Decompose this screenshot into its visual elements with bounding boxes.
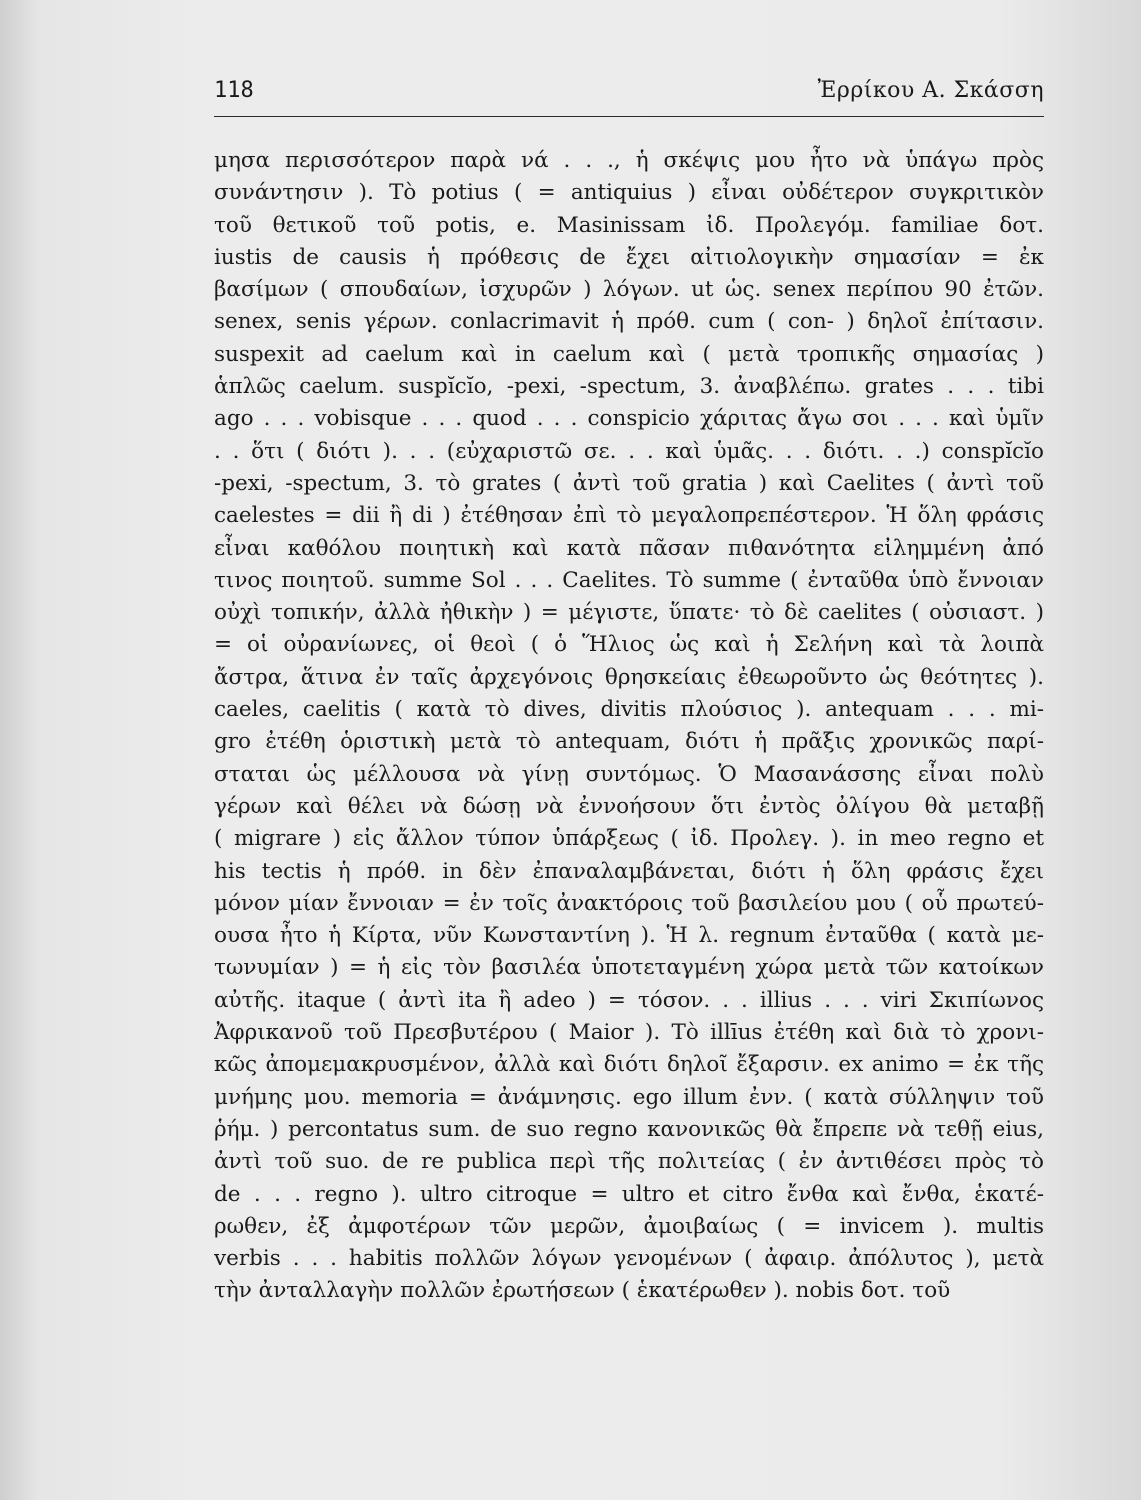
text-line: συνάντησιν ). Τὸ potius ( = antiquius ) εἶναι οὐδέτερον συγκριτικὸν <box>214 180 1044 206</box>
text-line: μόνον μίαν ἔννοιαν = ἐν τοῖς ἀνακτόροις τοῦ βασιλείου μου ( οὗ πρωτεύ- <box>214 890 1044 916</box>
page-number: 118 <box>214 78 254 103</box>
text-line: ( migrare ) εἰς ἄλλον τύπον ὑπάρξεως ( ἰδ. Προλεγ. ). in meo regno et <box>214 826 1044 852</box>
text-line: οὐχὶ τοπικήν, ἀλλὰ ἠθικὴν ) = μέγιστε, ὕπατε· τὸ δὲ caelites ( οὐσιαστ. ) <box>214 600 1044 626</box>
text-line: his tectis ἡ πρόθ. in δὲν ἐπαναλαμβάνεται, διότι ἡ ὅλη φράσις ἔχει <box>214 858 1044 884</box>
text-line: τινος ποιητοῦ. summe Sol . . . Caelites. Τὸ summe ( ἐνταῦθα ὑπὸ ἔννοιαν <box>214 567 1044 593</box>
text-line: gro ἐτέθη ὁριστικὴ μετὰ τὸ antequam, διότι ἡ πρᾶξις χρονικῶς παρί- <box>214 729 1044 755</box>
text-line: τὴν ἀνταλλαγὴν πολλῶν ἐρωτήσεων ( ἑκατέρωθεν ). nobis δοτ. τοῦ <box>214 1278 951 1304</box>
text-line: ῥήμ. ) percontatus sum. de suo regno κανονικῶς θὰ ἔπρεπε νὰ τεθῇ eius, <box>214 1116 1044 1142</box>
page-header <box>214 78 1044 112</box>
text-line: verbis . . . habitis πολλῶν λόγων γενομένων ( ἀφαιρ. ἀπόλυτος ), μετὰ <box>214 1246 1044 1272</box>
text-line: τωνυμίαν ) = ἡ εἰς τὸν βασιλέα ὑποτεταγμένη χώρα μετὰ τῶν κατοίκων <box>214 955 1044 981</box>
text-line: τοῦ θετικοῦ τοῦ potis, e. Masinissam ἰδ. Προλεγόμ. familiae δοτ. <box>214 212 1044 238</box>
text-line: ἀντὶ τοῦ suo. de re publica περὶ τῆς πολιτείας ( ἐν ἀντιθέσει πρὸς τὸ <box>214 1149 1044 1175</box>
text-line: = οἱ οὐρανίωνες, οἱ θεοὶ ( ὁ Ἥλιος ὡς καὶ ἡ Σελήνη καὶ τὰ λοιπὰ <box>214 632 1044 658</box>
text-line: Ἀφρικανοῦ τοῦ Πρεσβυτέρου ( Maior ). Τὸ illīus ἐτέθη καὶ διὰ τὸ χρονι- <box>214 1020 1044 1046</box>
text-line: . . ὅτι ( διότι ). . . (εὐχαριστῶ σε. . . καὶ ὑμᾶς. . . διότι. . .) conspĭcĭo <box>214 438 1044 464</box>
text-line: κῶς ἀπομεμακρυσμένον, ἀλλὰ καὶ διότι δηλοῖ ἔξαρσιν. ex animo = ἐκ τῆς <box>214 1052 1044 1078</box>
text-line: ἁπλῶς caelum. suspĭcĭo, -pexi, -spectum, 3. ἀναβλέπω. grates . . . tibi <box>214 374 1044 400</box>
header-rule <box>214 116 1044 117</box>
text-line: ἄστρα, ἅτινα ἐν ταῖς ἀρχεγόνοις θρησκείαις ἐθεωροῦντο ὡς θεότητες ). <box>214 664 1044 690</box>
body-text <box>214 145 1044 1308</box>
text-line: αὐτῆς. itaque ( ἀντὶ ita ἢ adeo ) = τόσον. . . illius . . . viri Σκιπίωνος <box>214 987 1044 1013</box>
text-line: de . . . regno ). ultro citroque = ultro et citro ἔνθα καὶ ἔνθα, ἑκατέ- <box>214 1181 1044 1207</box>
text-line: iustis de causis ἡ πρόθεσις de ἔχει αἰτιολογικὴν σημασίαν = ἐκ <box>214 244 1044 270</box>
text-line: -pexi, -spectum, 3. τὸ grates ( ἀντὶ τοῦ gratia ) καὶ Caelites ( ἀντὶ τοῦ <box>214 470 1044 496</box>
text-line: βασίμων ( σπουδαίων, ἰσχυρῶν ) λόγων. ut ὡς. senex περίπου 90 ἐτῶν. <box>214 277 1044 303</box>
text-line: caelestes = dii ἢ di ) ἐτέθησαν ἐπὶ τὸ μεγαλοπρεπέστερον. Ἡ ὅλη φράσις <box>214 503 1044 529</box>
text-line: ρωθεν, ἐξ ἀμφοτέρων τῶν μερῶν, ἀμοιβαίως ( = invicem ). multis <box>214 1213 1044 1239</box>
running-head: Ἐρρίκου Α. Σκάσση <box>817 78 1044 103</box>
text-line: σταται ὡς μέλλουσα νὰ γίνῃ συντόμως. Ὁ Μασανάσσης εἶναι πολὺ <box>214 761 1044 787</box>
text-line: ουσα ἦτο ἡ Κίρτα, νῦν Κωνσταντίνη ). Ἡ λ. regnum ἐνταῦθα ( κατὰ με- <box>214 923 1044 949</box>
text-line: μησα περισσότερον παρὰ νά . . ., ἡ σκέψις μου ἦτο νὰ ὑπάγω πρὸς <box>214 148 1044 173</box>
text-line: μνήμης μου. memoria = ἀνάμνησις. ego illum ἐνν. ( κατὰ σύλληψιν τοῦ <box>214 1084 1044 1110</box>
text-line: suspexit ad caelum καὶ in caelum καὶ ( μετὰ τροπικῆς σημασίας ) <box>214 341 1044 367</box>
text-line: senex, senis γέρων. conlacrimavit ἡ πρόθ. cum ( con- ) δηλοῖ ἐπίτασιν. <box>214 309 1044 335</box>
text-line: γέρων καὶ θέλει νὰ δώσῃ νὰ ἐννοήσουν ὅτι ἐντὸς ὀλίγου θὰ μεταβῇ <box>214 793 1044 819</box>
text-line: εἶναι καθόλου ποιητικὴ καὶ κατὰ πᾶσαν πιθανότητα εἰλημμένη ἀπό <box>214 535 1044 561</box>
text-line: ago . . . vobisque . . . quod . . . conspicio χάριτας ἄγω σοι . . . καὶ ὑμῖν <box>214 406 1044 432</box>
text-line: caeles, caelitis ( κατὰ τὸ dives, divitis πλούσιος ). antequam . . . mi- <box>214 697 1044 723</box>
